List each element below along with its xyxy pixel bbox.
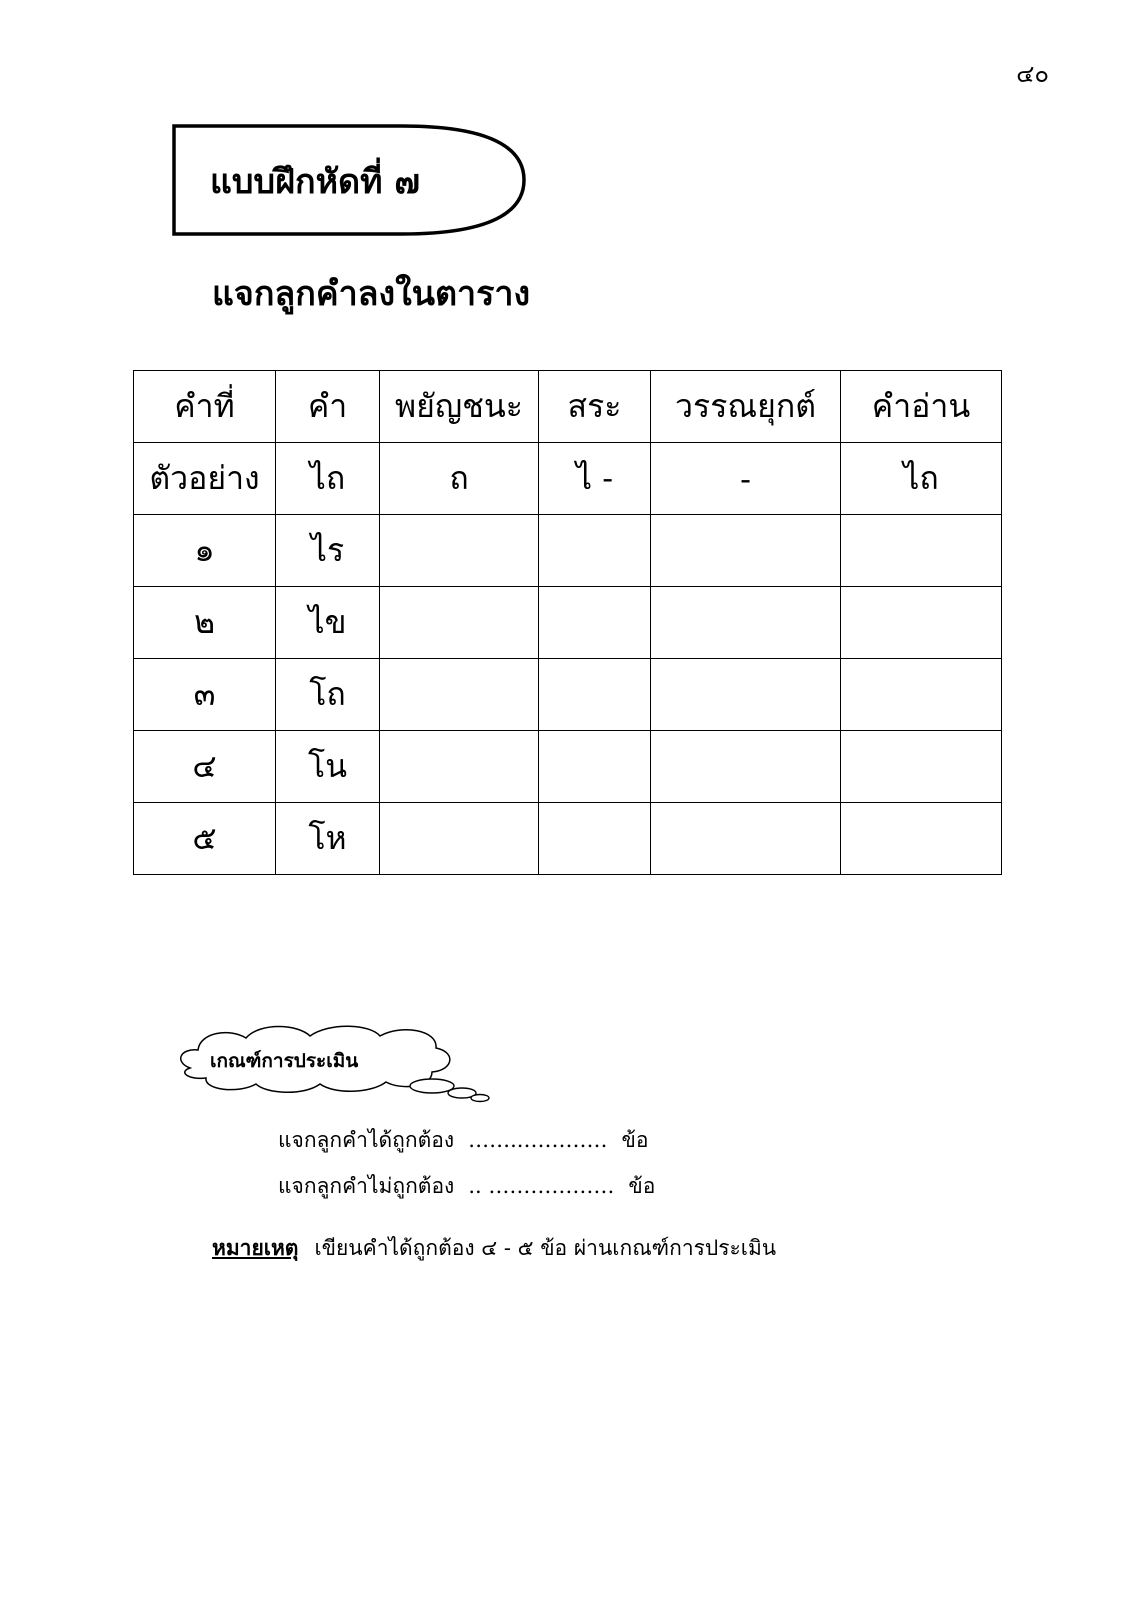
criteria-incorrect-unit: ข้อ [628, 1174, 656, 1198]
cell-reading-blank[interactable] [841, 587, 1002, 659]
cell-vowel-blank[interactable] [539, 731, 651, 803]
cell-tone-mark-blank[interactable] [651, 659, 841, 731]
cell-consonant: ถ [380, 443, 539, 515]
cell-vowel-blank[interactable] [539, 515, 651, 587]
cell-item-number: ๓ [134, 659, 276, 731]
exercise-title-box [172, 124, 526, 236]
criteria-correct-blank[interactable]: ……..………… [468, 1128, 608, 1152]
cell-vowel: ไ - [539, 443, 651, 515]
header-item-number: คำที่ [134, 371, 276, 443]
criteria-correct-unit: ข้อ [621, 1128, 649, 1152]
criteria-correct-line [278, 1124, 648, 1157]
criteria-correct-text: แจกลูกคำได้ถูกต้อง [278, 1128, 455, 1152]
note-line [212, 1232, 776, 1265]
cell-tone-mark-blank[interactable] [651, 587, 841, 659]
criteria-incorrect-text: แจกลูกคำไม่ถูกต้อง [278, 1174, 455, 1198]
cell-reading-blank[interactable] [841, 515, 1002, 587]
cell-reading: ไถ [841, 443, 1002, 515]
cell-item-number: ๔ [134, 731, 276, 803]
cell-word: โห [276, 803, 380, 875]
criteria-incorrect-blank[interactable]: .. ……………… [468, 1174, 615, 1198]
cell-word: ไข [276, 587, 380, 659]
cell-vowel-blank[interactable] [539, 803, 651, 875]
cell-reading-blank[interactable] [841, 659, 1002, 731]
cell-item-number: ตัวอย่าง [134, 443, 276, 515]
note-text: เขียนคำได้ถูกต้อง ๔ - ๕ ข้อ ผ่านเกณฑ์การประเมิน [314, 1236, 777, 1260]
cell-consonant-blank[interactable] [380, 803, 539, 875]
header-vowel: สระ [539, 371, 651, 443]
page-number: ๔๐ [1016, 60, 1049, 88]
header-consonant: พยัญชนะ [380, 371, 539, 443]
cell-consonant-blank[interactable] [380, 659, 539, 731]
cell-tone-mark-blank[interactable] [651, 803, 841, 875]
cell-tone-mark-blank[interactable] [651, 731, 841, 803]
note-label: หมายเหตุ [212, 1235, 299, 1260]
table-row [134, 659, 1002, 731]
cell-word: ไถ [276, 443, 380, 515]
word-breakdown-table [133, 370, 1002, 875]
table-row [134, 803, 1002, 875]
cell-item-number: ๑ [134, 515, 276, 587]
cell-consonant-blank[interactable] [380, 731, 539, 803]
table-row [134, 587, 1002, 659]
instruction-heading: แจกลูกคำลงในตาราง [212, 274, 531, 314]
cell-word: ไร [276, 515, 380, 587]
criteria-incorrect-line [278, 1170, 655, 1203]
table-row [134, 515, 1002, 587]
cell-reading-blank[interactable] [841, 731, 1002, 803]
header-reading: คำอ่าน [841, 371, 1002, 443]
cell-vowel-blank[interactable] [539, 587, 651, 659]
table-row [134, 731, 1002, 803]
cell-tone-mark-blank[interactable] [651, 515, 841, 587]
cell-tone-mark: - [651, 443, 841, 515]
cell-consonant-blank[interactable] [380, 515, 539, 587]
header-tone-mark: วรรณยุกต์ [651, 371, 841, 443]
cell-reading-blank[interactable] [841, 803, 1002, 875]
cell-word: โถ [276, 659, 380, 731]
cell-vowel-blank[interactable] [539, 659, 651, 731]
cell-word: โน [276, 731, 380, 803]
table-header-row [134, 371, 1002, 443]
assessment-criteria-heading: เกณฑ์การประเมิน [210, 1050, 359, 1072]
cell-consonant-blank[interactable] [380, 587, 539, 659]
exercise-title: แบบฝึกหัดที่ ๗ [210, 162, 420, 202]
table-row-example [134, 443, 1002, 515]
cell-item-number: ๒ [134, 587, 276, 659]
assessment-cloud [170, 1018, 500, 1108]
cell-item-number: ๕ [134, 803, 276, 875]
header-word: คำ [276, 371, 380, 443]
